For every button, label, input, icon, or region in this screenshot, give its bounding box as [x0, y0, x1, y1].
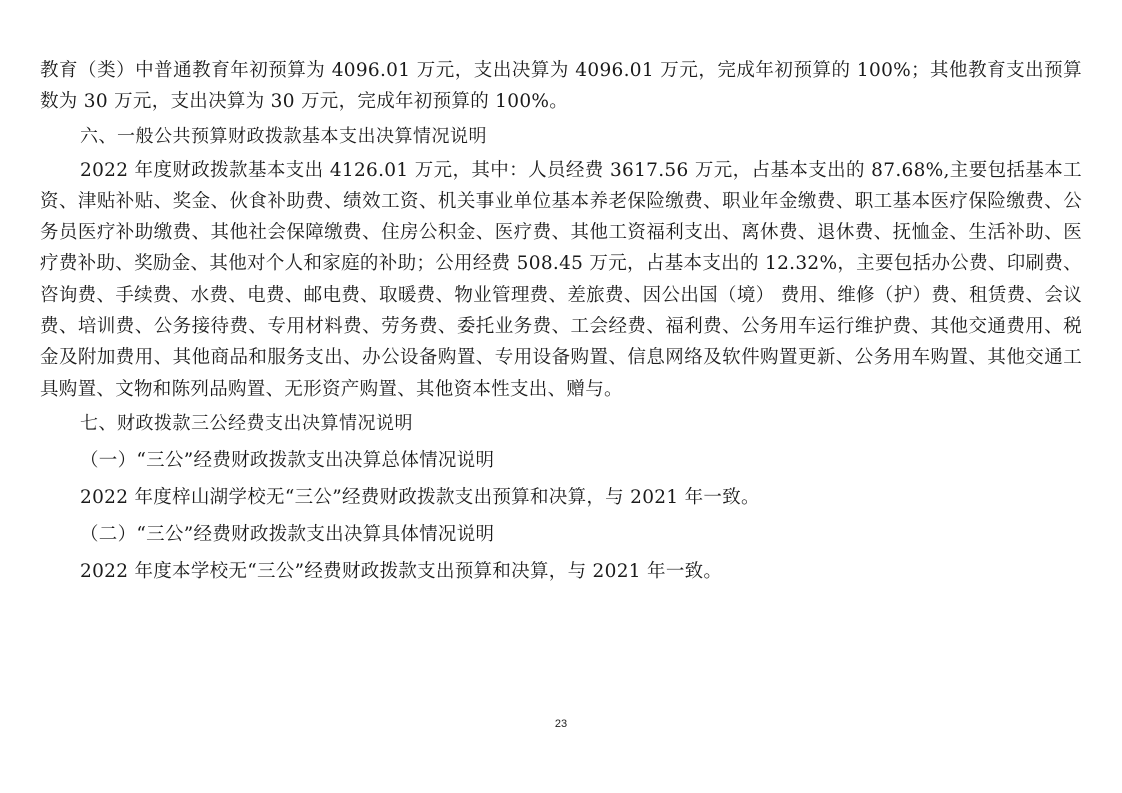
page-number: 23 — [554, 718, 568, 730]
paragraph-specific: 2022 年度本学校无“三公”经费财政拨款支出预算和决算，与 2021 年一致。 — [80, 560, 723, 582]
section-heading-basic-expenditure: 六、一般公共预算财政拨款基本支出决算情况说明 — [80, 125, 487, 147]
section-heading-three-public-expenses: 七、财政拨款三公经费支出决算情况说明 — [80, 412, 413, 434]
paragraph-education-budget: 教育（类）中普通教育年初预算为 4096.01 万元，支出决算为 4096.01 万元，完成年初预算的 100%；其他教育支出预算数为 30 万元，支出决算为 30 万元，完成年初预算的 100%。 — [40, 60, 1082, 113]
document-body — [40, 55, 1082, 590]
sub-heading-specific: （二）“三公”经费财政拨款支出决算具体情况说明 — [80, 523, 495, 545]
paragraph-overall: 2022 年度梓山湖学校无“三公”经费财政拨款支出预算和决算，与 2021 年一致。 — [80, 486, 760, 508]
sub-heading-overall: （一）“三公”经费财政拨款支出决算总体情况说明 — [80, 449, 495, 471]
paragraph-basic-expenditure: 2022 年度财政拨款基本支出 4126.01 万元，其中：人员经费 3617.56 万元，占基本支出的 87.68%,主要包括基本工资、津贴补贴、奖金、伙食补助费、绩效工资、机关事业单位基本养老保险缴费、职业年金缴费、职工基本医疗保险缴费、公务员医疗补助缴费、其他社会保障缴费、住房公积金、医疗费、其他工资福利支出、离休费、退休费、抚恤金、生活补助、医疗费补助、奖励金、其他对个人和家庭的补助；公用经费 508.45 万元，占基本支出的 12.32%，主要包括办公费、印刷费、咨询费、手续费、水费、电费、邮电费、取暖费、物业管理费、差旅费、因公出国（境） 费用、维修（护）费、租赁费、会议费、培训费、公务接待费、专用材料费、劳务费、委托业务费、工会经费、福利费、公务用车运行维护费、其他交通费用、税金及附加费用、其他商品和服务支出、办公设备购置、专用设备购置、信息网络及软件购置更新、公务用车购置、其他交通工具购置、文物和陈列品购置、无形资产购置、其他资本性支出、赠与。 — [40, 159, 1082, 400]
